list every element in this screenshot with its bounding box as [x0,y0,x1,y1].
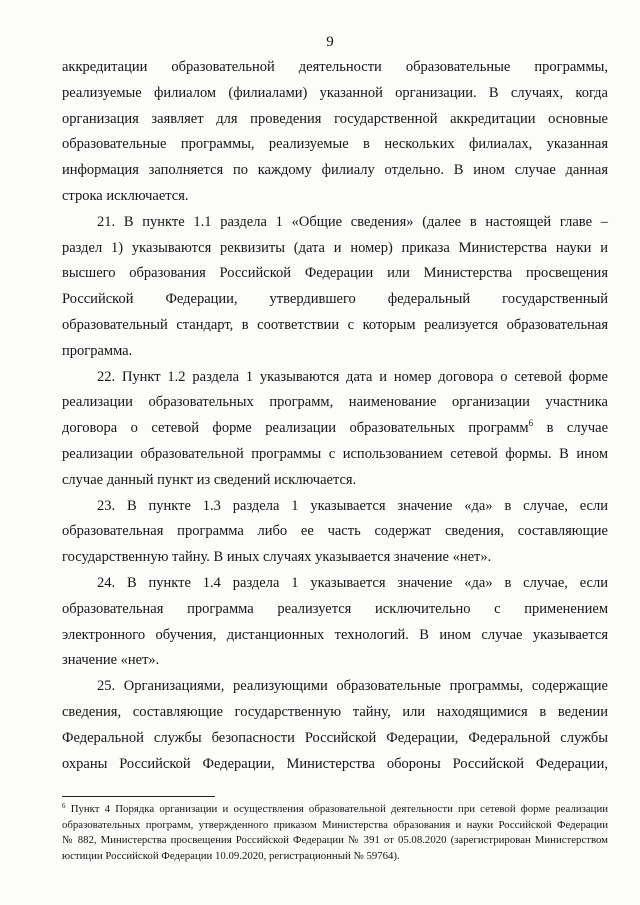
footnote-marker: 6 [62,802,66,810]
footnote-line: образовательных программ, утвержденного приказом Министерства образования и науки Российской Федерации [62,818,608,831]
paragraph-line: 24. В пункте 1.4 раздела 1 указывается значение «да» в случае, если [97,574,608,591]
paragraph-line: строка исключается. [62,187,189,204]
paragraph-continuation [62,55,608,210]
paragraph-line: электронного обучения, дистанционных технологий. В ином случае указывается [62,626,608,643]
paragraph-line: программа. [62,342,133,359]
footnote-separator [62,796,215,797]
paragraph-line: охраны Российской Федерации, Министерства обороны Российской Федерации, [62,755,608,772]
footnote-line: № 882, Министерства просвещения Российской Федерации № 391 от 05.08.2020 (зарегистрирован Министерством [62,834,608,847]
paragraph-line: реализации образовательной программы с использованием сетевой формы. В ином [62,445,608,462]
paragraph-line: образовательная программа реализуется исключительно с применением [62,600,608,617]
paragraph-line: реализуемые филиалом (филиалами) указанной организации. В случаях, когда [62,84,608,101]
paragraph-line: значение «нет». [62,652,160,669]
paragraph-line: информация заполняется по каждому филиалу отдельно. В ином случае данная [62,162,608,179]
paragraph-23 [62,494,608,571]
paragraph-line: 23. В пункте 1.3 раздела 1 указывается значение «да» в случае, если [97,497,608,514]
paragraph-25 [62,674,608,777]
paragraph-line: 22. Пункт 1.2 раздела 1 указываются дата и номер договора о сетевой форме [97,368,608,385]
footnote-text: Пункт 4 Порядка организации и осуществления образовательной деятельности при сетевой форме реализации [70,803,608,815]
paragraph-24 [62,571,608,674]
paragraph-line: сведения, составляющие государственную тайну, или находящимися в ведении [62,703,608,720]
paragraph-line: реализации образовательных программ, наименование организации участника [62,394,608,411]
paragraph-22 [62,365,608,494]
paragraph-line: 21. В пункте 1.1 раздела 1 «Общие сведения» (далее в настоящей главе – [97,213,608,230]
paragraph-line: государственную тайну. В иных случаях указывается значение «нет». [62,549,492,566]
footnote [62,802,608,864]
paragraph-line: аккредитации образовательной деятельности образовательные программы, [62,59,608,75]
paragraph-line: раздел 1) указываются реквизиты (дата и номер) приказа Министерства науки и [62,239,608,256]
paragraph-line: 25. Организациями, реализующими образовательные программы, содержащие [97,678,608,695]
page-number: 9 [326,34,334,50]
paragraph-line: случае данный пункт из сведений исключается. [62,471,357,488]
paragraph-line: Российской Федерации, утвердившего федеральный государственный [62,291,608,308]
paragraph-21 [62,210,608,365]
footnote-line [62,802,608,818]
paragraph-line: образовательная программа либо ее часть содержат сведения, составляющие [62,523,608,540]
line-text: в случае [546,420,609,437]
paragraph-line: организация заявляет для проведения государственной аккредитации основные [62,110,608,127]
footnote-line: юстиции Российской Федерации 10.09.2020, регистрационный № 59764). [62,849,400,862]
footnote-reference: 6 [528,418,534,429]
paragraph-line: образовательный стандарт, в соответствии с которым реализуется образовательная [62,316,608,333]
paragraph-line: образовательные программы, реализуемые в нескольких филиалах, указанная [62,136,608,153]
document-body [62,55,608,777]
paragraph-line: Федеральной службы безопасности Российской Федерации, Федеральной службы [62,729,608,746]
paragraph-line [62,416,608,442]
line-text: договора о сетевой форме реализации образовательных программ [62,420,529,437]
paragraph-line: высшего образования Российской Федерации или Министерства просвещения [62,265,608,282]
